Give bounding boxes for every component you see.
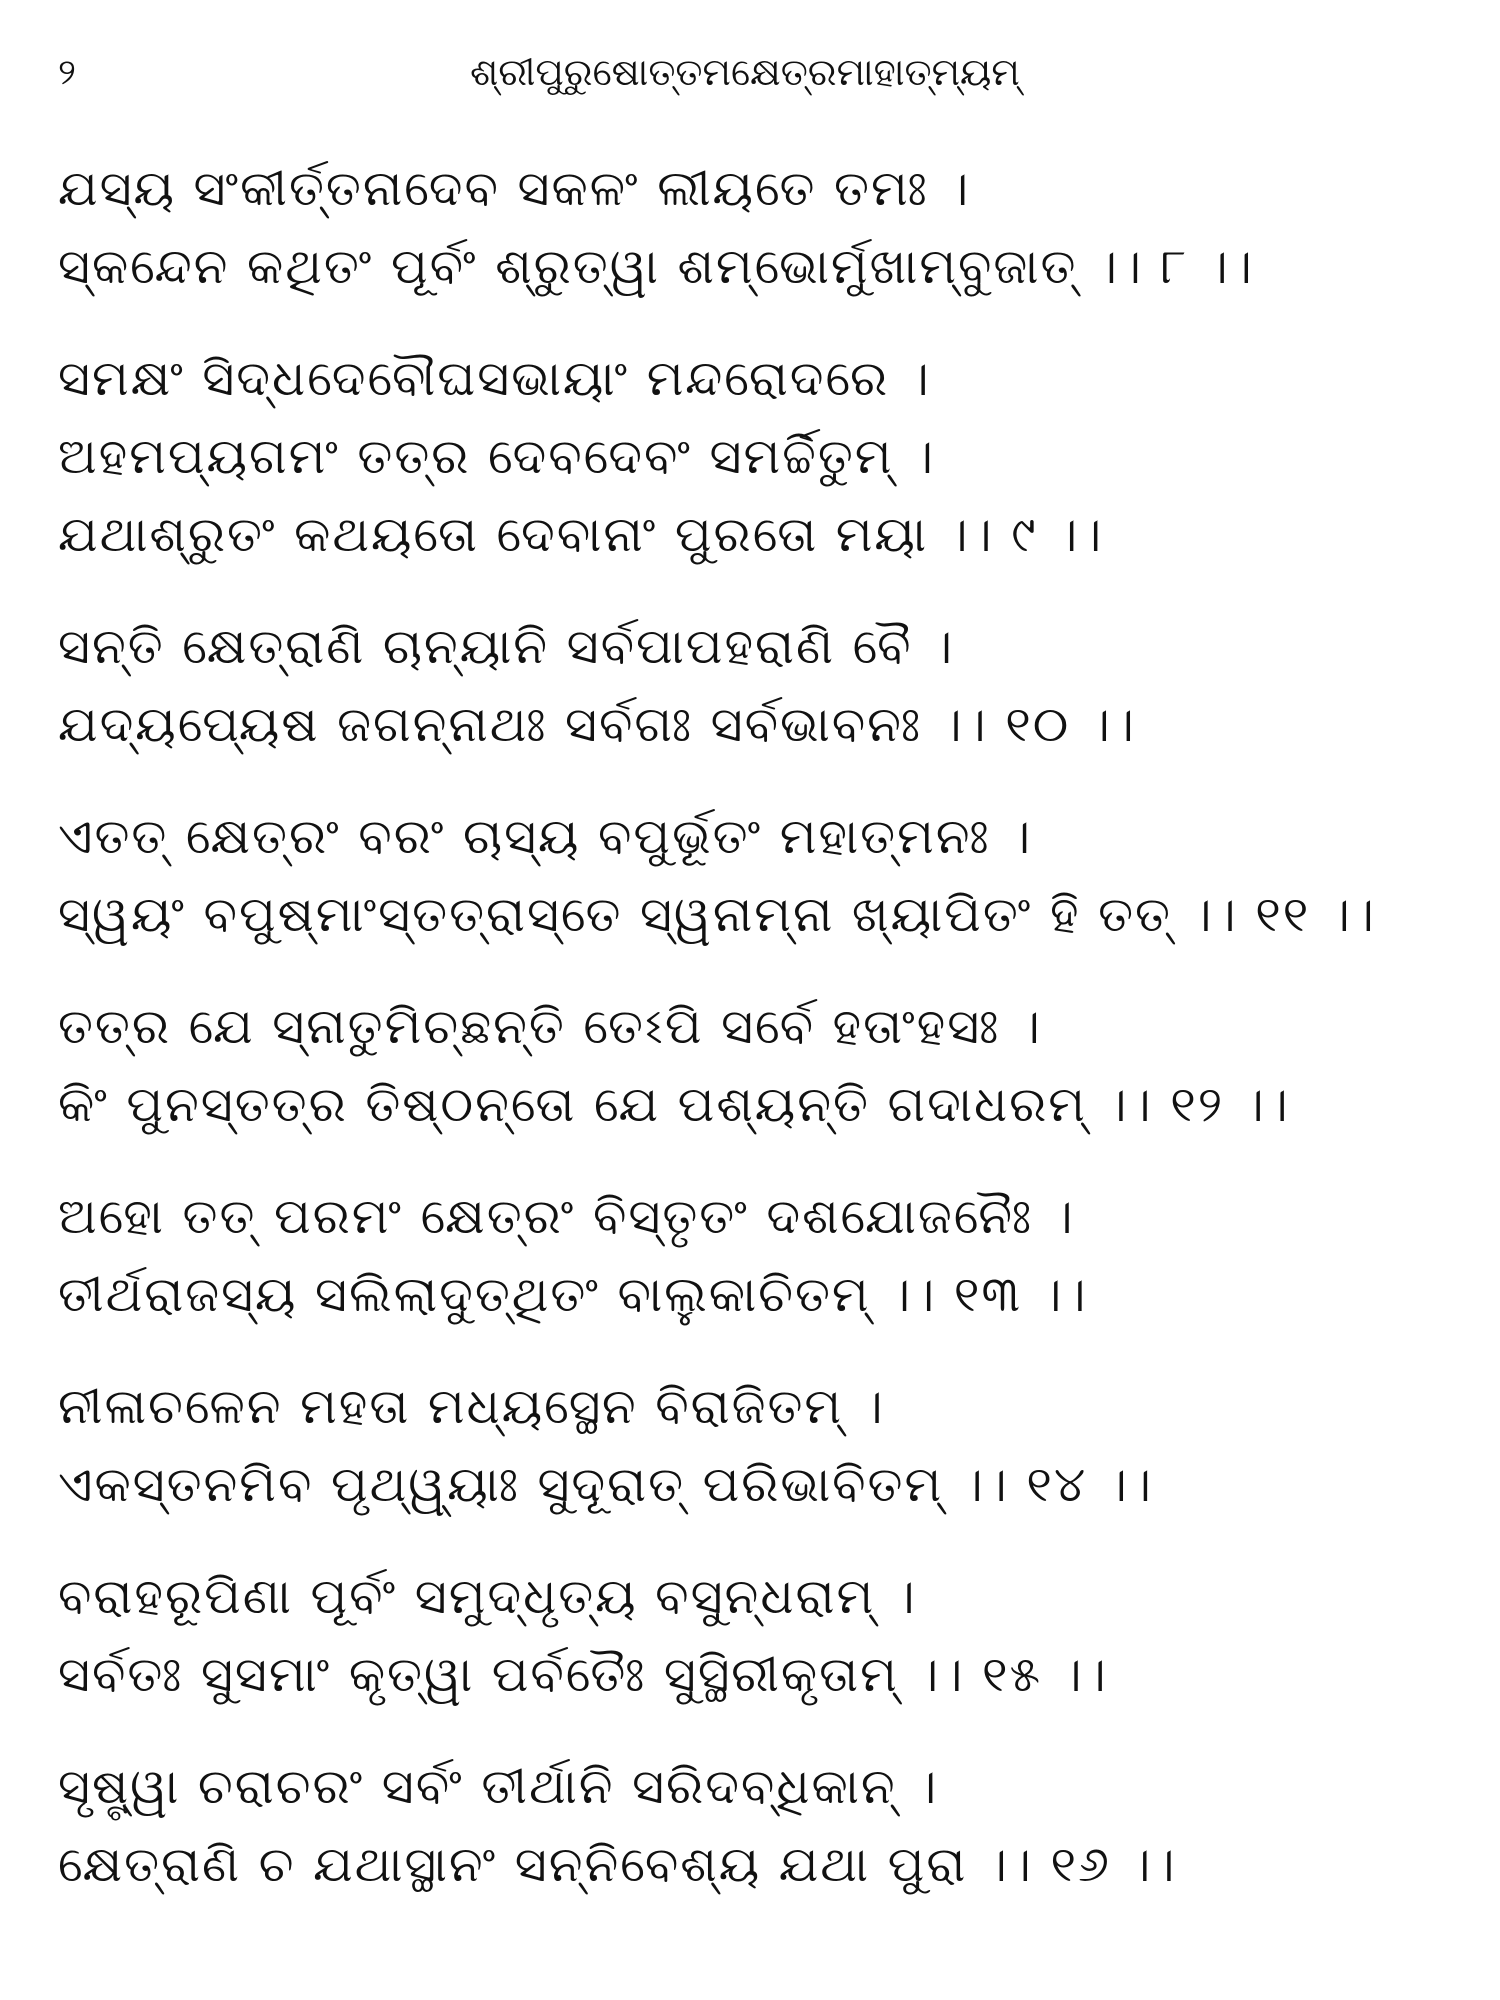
running-title: ଶ୍ରୀପୁରୁଷୋତ୍ତମକ୍ଷେତ୍ରମାହାତ୍ମ୍ୟମ୍ — [470, 50, 1020, 94]
verse-line: ଅହୋ ତତ୍ ପରମଂ କ୍ଷେତ୍ରଂ ବିସ୍ତୃତଂ ଦଶଯୋଜନୈଃ । — [58, 1188, 1075, 1245]
verse-line: ସ୍କନ୍ଦେନ କଥିତଂ ପୂର୍ବଂ ଶ୍ରୁତ୍ୱା ଶମ୍ଭୋର୍ମୁଖାମ୍ବୁଜାତ୍ ।। ୮ ।। — [58, 238, 1254, 295]
verse-line: ତୀର୍ଥରାଜସ୍ୟ ସଲିଲାଦୁତ୍‌ଥିତଂ ବାଲୁକାଚିତମ୍ ।। ୧୩ ।। — [58, 1266, 1088, 1323]
verse-line: ସୃଷ୍ଟ୍ୱା ଚରାଚରଂ ସର୍ବଂ ତୀର୍ଥାନି ସରିଦବ୍ଧିକାନ୍ । — [58, 1758, 939, 1815]
verse-10 — [58, 608, 1448, 764]
verse-line: ଯସ୍ୟ ସଂକୀର୍ତ୍ତନାଦେବ ସକଳଂ ଲୀୟତେ ତମଃ । — [58, 160, 971, 217]
verse-line: ସନ୍ତି କ୍ଷେତ୍ରାଣି ଚାନ୍ୟାନି ସର୍ବପାପହରାଣି ବୈ । — [58, 618, 955, 675]
verse-line: କିଂ ପୁନସ୍ତତ୍ର ତିଷ୍ଠନ୍ତୋ ଯେ ପଶ୍ୟନ୍ତି ଗଦାଧରମ୍ ।। ୧୨ ।। — [58, 1076, 1290, 1133]
page-header — [0, 40, 1500, 110]
verse-13 — [58, 1178, 1448, 1334]
verse-16 — [58, 1748, 1448, 1904]
verse-line: ଏକସ୍ତନମିବ ପୃଥ୍ୱ୍ୟାଃ ସୁଦୂରାତ୍ ପରିଭାବିତମ୍ ।। ୧୪ ।। — [58, 1456, 1154, 1513]
verse-body — [58, 150, 1448, 1938]
verse-line: ଯଥାଶ୍ରୁତଂ କଥୟତୋ ଦେବାନାଂ ପୁରତୋ ମୟା ।। ୯ ।। — [58, 506, 1104, 563]
verse-line: ଯଦ୍ୟପ୍ୟେଷ ଜଗନ୍ନାଥଃ ସର୍ବଗଃ ସର୍ବଭାବନଃ ।। ୧୦ ।। — [58, 696, 1136, 753]
verse-line: କ୍ଷେତ୍ରାଣି ଚ ଯଥାସ୍ଥାନଂ ସନ୍ନିବେଶ୍ୟ ଯଥା ପୁରା ।। ୧୬ ।। — [58, 1836, 1177, 1893]
verse-line: ସ୍ୱୟଂ ବପୁଷ୍ମାଂସ୍ତତ୍ରାସ୍ତେ ସ୍ୱନାମ୍ନା ଖ୍ୟାପିତଂ ହି ତତ୍ ।। ୧୧ ।। — [58, 886, 1376, 943]
verse-14 — [58, 1368, 1448, 1524]
page-number: ୨ — [58, 52, 76, 93]
verse-line: ସମକ୍ଷଂ ସିଦ୍ଧଦେବୌଘସଭାୟାଂ ମନ୍ଦରୋଦରେ । — [58, 350, 931, 407]
verse-line: ତତ୍ର ଯେ ସ୍ନାତୁମିଚ୍ଛନ୍ତି ତେଽପି ସର୍ବେ ହତାଂହସଃ । — [58, 998, 1042, 1055]
verse-12 — [58, 988, 1448, 1144]
verse-9 — [58, 340, 1448, 574]
verse-line: ଅହମପ୍ୟଗମଂ ତତ୍ର ଦେବଦେବଂ ସମର୍ଚ୍ଚିତୁମ୍ । — [58, 428, 936, 485]
verse-15 — [58, 1558, 1448, 1714]
verse-line: ଏତତ୍ କ୍ଷେତ୍ରଂ ବରଂ ଚାସ୍ୟ ବପୁର୍ଭୂତଂ ମହାତ୍ମନଃ । — [58, 808, 1033, 865]
verse-8 — [58, 150, 1448, 306]
verse-line: ସର୍ବତଃ ସୁସମାଂ କୃତ୍ୱା ପର୍ବତୈଃ ସୁସ୍ଥିରୀକୃତାମ୍ ।। ୧୫ ।। — [58, 1646, 1108, 1703]
verse-11 — [58, 798, 1448, 954]
verse-line: ବରାହରୂପିଣା ପୂର୍ବଂ ସମୁଦ୍ଧୃତ୍ୟ ବସୁନ୍ଧରାମ୍ । — [58, 1568, 917, 1625]
verse-line: ନୀଳାଚଳେନ ମହତା ମଧ୍ୟସ୍ଥେନ ବିରାଜିତମ୍ । — [58, 1378, 885, 1435]
